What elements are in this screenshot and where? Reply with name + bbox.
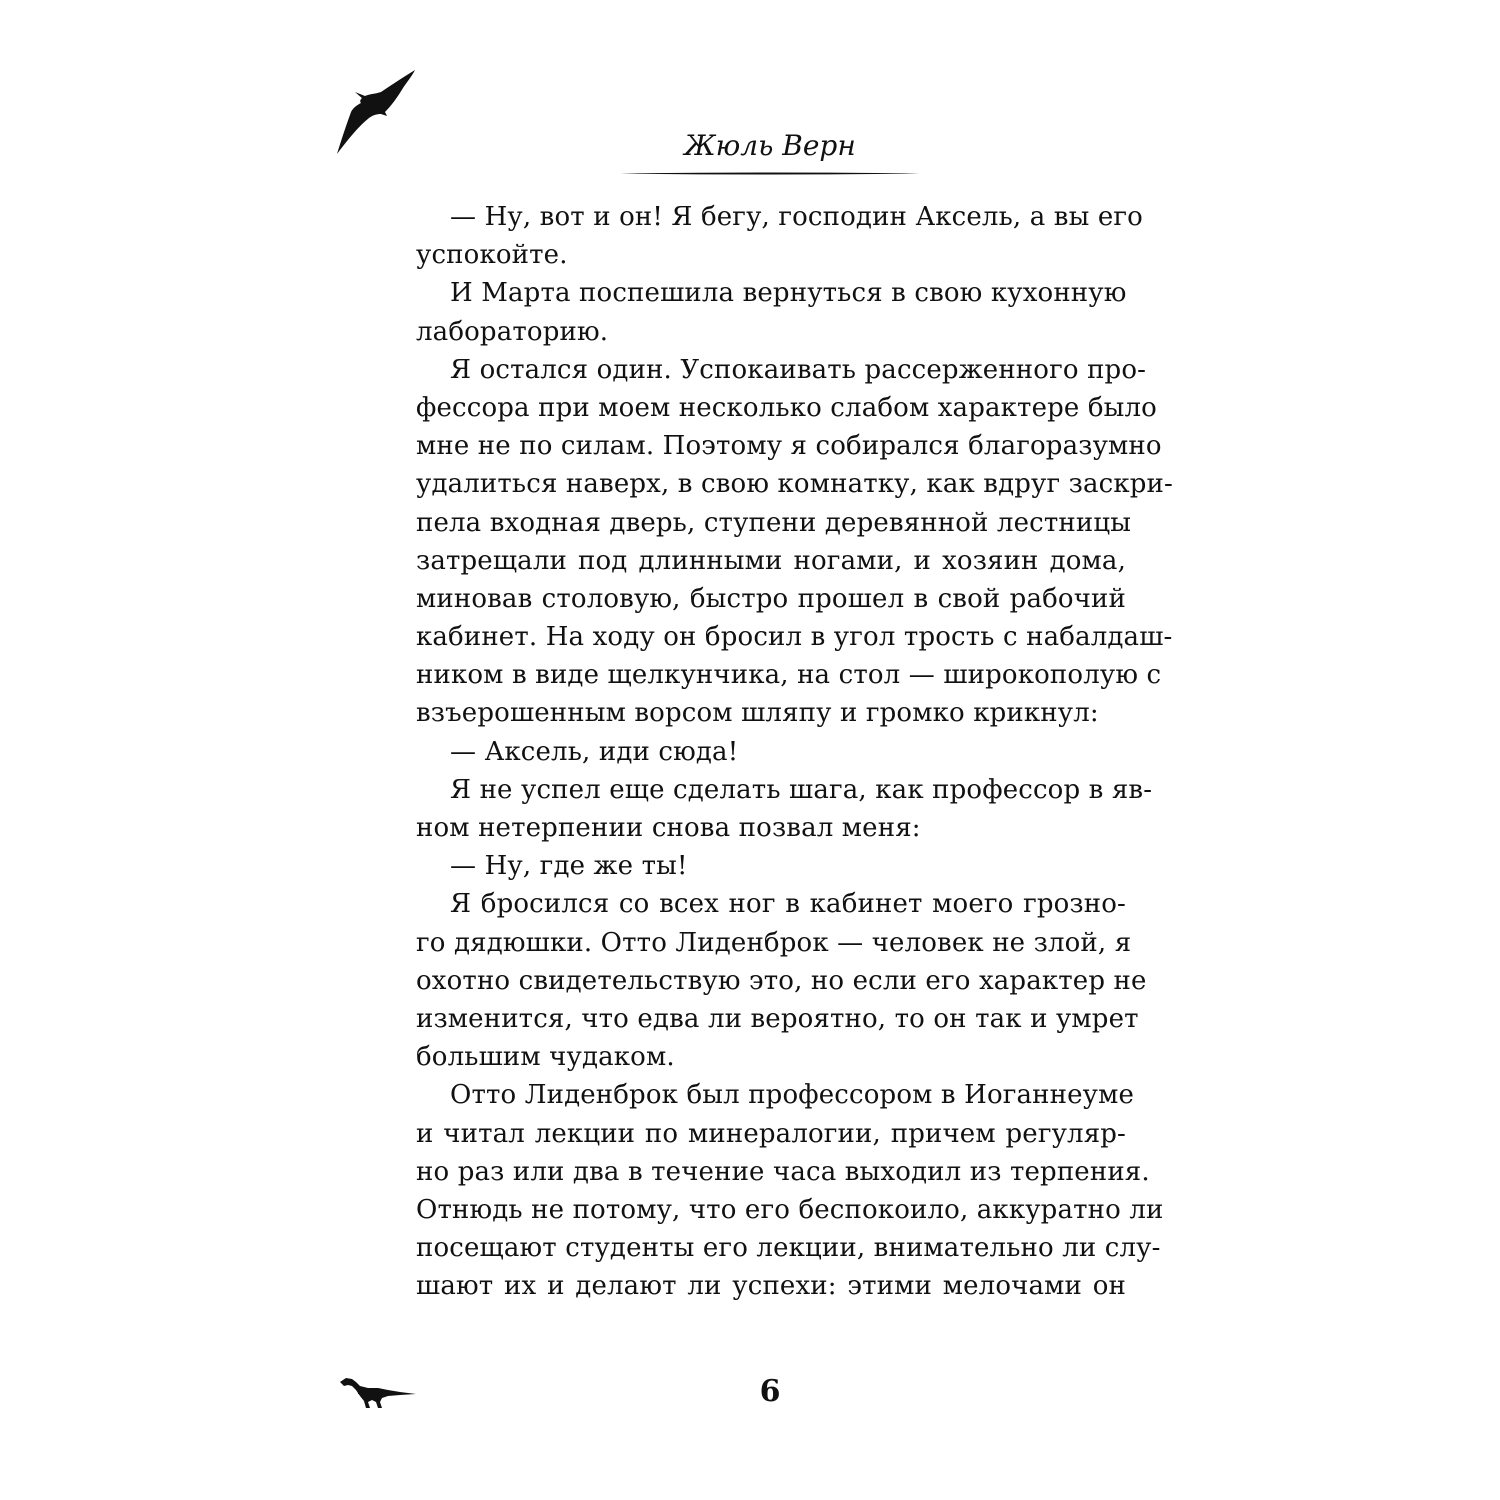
text-line: изменится, что едва ли вероятно, то он так и умрет: [416, 1003, 1139, 1034]
pterodactyl-icon: [335, 68, 417, 158]
text-line: затрещали под длинными ногами, и хозяин дома,: [416, 545, 1126, 576]
text-line: го дядюшки. Отто Лиденброк — человек не злой, я: [416, 927, 1132, 958]
page-number: 6: [759, 1374, 781, 1409]
text-line: удалиться наверх, в свою комнатку, как вдруг заскри-: [416, 469, 1173, 500]
text-line: ником в виде щелкунчика, на стол — широкополую с: [416, 660, 1162, 691]
dinosaur-icon: [338, 1374, 418, 1412]
text-line: Отнюдь не потому, что его беспокоило, аккуратно ли: [416, 1194, 1164, 1225]
text-line: лабораторию.: [416, 316, 609, 347]
text-line: шают их и делают ли успехи: этими мелочами он: [416, 1271, 1126, 1302]
text-line: И Марта поспешила вернуться в свою кухонную: [450, 278, 1127, 309]
text-line: фессора при моем несколько слабом характере было: [416, 392, 1157, 423]
text-line: но раз или два в течение часа выходил из терпения.: [416, 1156, 1150, 1187]
text-line: посещают студенты его лекции, внимательно ли слу-: [416, 1233, 1161, 1264]
text-line: охотно свидетельствую это, но если его характер не: [416, 965, 1147, 996]
text-line: — Аксель, иди сюда!: [450, 736, 739, 767]
text-line: — Ну, вот и он! Я бегу, господин Аксель, а вы его: [450, 202, 1143, 232]
text-line: мне не по силам. Поэтому я собирался благоразумно: [416, 431, 1162, 462]
text-line: пела входная дверь, ступени деревянной лестницы: [416, 507, 1132, 538]
text-line: Отто Лиденброк был профессором в Иоганнеуме: [450, 1080, 1135, 1111]
text-line: миновав столовую, быстро прошел в свой рабочий: [416, 583, 1126, 614]
text-line: большим чудаком.: [416, 1042, 675, 1073]
text-line: Я бросился со всех ног в кабинет моего грозно-: [450, 889, 1126, 920]
text-line: Я остался один. Успокаивать рассерженного про-: [450, 354, 1147, 385]
text-line: кабинет. На ходу он бросил в угол трость с набалдаш-: [416, 622, 1173, 653]
text-line: успокойте.: [416, 240, 568, 271]
text-line: Я не успел еще сделать шага, как профессор в яв-: [450, 774, 1153, 805]
text-line: — Ну, где же ты!: [450, 851, 688, 882]
running-head-author: Жюль Верн: [684, 129, 856, 162]
body-text: [416, 198, 1173, 1305]
text-line: взъерошенным ворсом шляпу и громко крикнул:: [416, 698, 1099, 729]
text-line: ном нетерпении снова позвал меня:: [416, 813, 921, 843]
header-rule: [620, 172, 920, 175]
text-line: и читал лекции по минералогии, причем регуляр-: [416, 1118, 1126, 1149]
